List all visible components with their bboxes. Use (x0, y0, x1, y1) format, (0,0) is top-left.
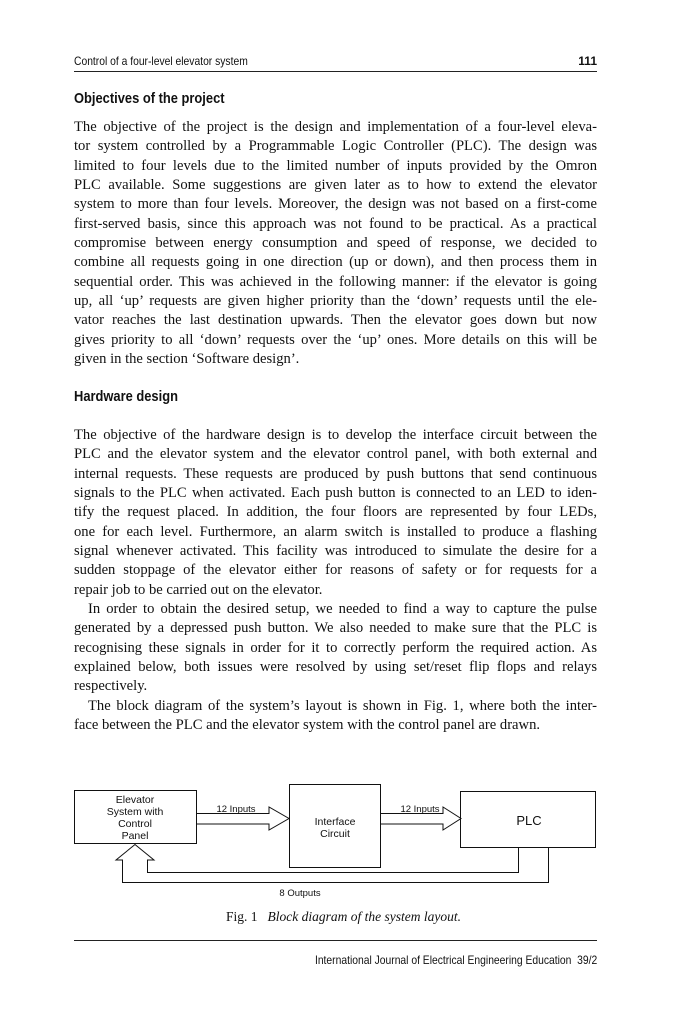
paragraph-line: internal requests. These requests are produced by push buttons that send continuous (74, 465, 597, 482)
elevator-block-label-1: Elevator (115, 794, 155, 806)
figure-number: Fig. 1 (226, 909, 258, 924)
block-diagram (0, 775, 687, 900)
paragraph-line: up, all ‘up’ requests are given higher priority than the ‘down’ requests until the ele- (74, 293, 597, 310)
paragraph-line: one for each level. Furthermore, an alarm switch is installed to produce a flashing (74, 523, 597, 540)
paragraph-line: system to more than four levels. Moreover, the design was not based on a first-come (74, 196, 597, 213)
arrow-label-interface-to-plc: 12 Inputs (400, 804, 440, 815)
paragraph-line: signal whenever activated. This facility was introduced to simulate the desire for a (74, 543, 597, 560)
journal-issue: 39/2 (576, 953, 597, 967)
arrow-label-elevator-to-interface: 12 Inputs (216, 804, 256, 815)
footer (315, 953, 597, 967)
paragraph-line: limited to four levels due to the limited number of inputs provided by the Omron (74, 157, 597, 174)
paragraph-line: PLC and the elevator system and the elevator control panel, with both external and (74, 446, 597, 463)
journal-name: International Journal of Electrical Engineering Education (314, 953, 572, 967)
paragraph-line: signals to the PLC when activated. Each push button is connected to an LED to iden- (74, 485, 597, 502)
paragraph-line: first-served basis, since this approach was not found to be practical. As a practical (74, 215, 597, 232)
running-title: Control of a four-level elevator system (74, 54, 248, 68)
figure-caption-text: Block diagram of the system layout. (267, 909, 461, 924)
paragraph-line: explained below, both issues were resolved by using set/reset flip flops and relays (74, 659, 597, 676)
paragraph-line: PLC available. Some suggestions are given later as to how to extend the elevator (74, 177, 597, 194)
paragraph-line: gives priority to all ‘down’ requests over the ‘up’ ones. More details on this will be (74, 331, 597, 348)
paragraph-line: The objective of the hardware design is to develop the interface circuit between the (74, 427, 597, 443)
paragraph-line: compromise between energy consumption and speed of response, we decided to (74, 235, 597, 252)
interface-block-label-1: Interface (314, 816, 356, 828)
paragraph-line: combine all requests going in one direction (up or down), and then process them in (74, 254, 597, 271)
paragraph-line: face between the PLC and the elevator system with the control panel are drawn. (74, 717, 541, 734)
plc-block-label: PLC (516, 813, 542, 828)
running-header (74, 54, 597, 68)
header-rule (74, 71, 597, 72)
paragraph-line: In order to obtain the desired setup, we needed to find a way to capture the pulse (88, 601, 597, 618)
paragraph-line: generated by a depressed push button. We also needed to make sure that the PLC is (74, 620, 597, 637)
paragraph-line: tify the request placed. In addition, the four floors are represented by four LEDs, (74, 504, 597, 521)
paragraph-line: repair job to be carried out on the elevator. (74, 581, 323, 598)
section-heading-objectives: Objectives of the project (74, 90, 225, 107)
paragraph-line: given in the section ‘Software design’. (74, 351, 300, 368)
arrow-plc-to-elevator (116, 845, 549, 883)
paragraph-line: tor system controlled by a Programmable Logic Controller (PLC). The design was (74, 138, 597, 155)
objectives-body (74, 118, 597, 369)
section-heading-hardware: Hardware design (74, 388, 178, 405)
figure-caption (0, 909, 687, 925)
paragraph-line: sequential order. This was achieved in the following manner: if the elevator is going (74, 273, 597, 290)
paragraph-line: recognising these signals in order for it to correctly perform the required action. As (74, 639, 597, 656)
footer-rule (74, 940, 597, 941)
paragraph-line: vator reaches the last destination upwards. Then the elevator goes down but now (74, 312, 597, 329)
paragraph-line: sudden stoppage of the elevator either for reasons of safety or for requests for a (74, 562, 597, 579)
elevator-block-label-2: System with (106, 806, 164, 818)
arrow-label-plc-to-elevator: 8 Outputs (279, 888, 321, 899)
paragraph-line: The block diagram of the system’s layout is shown in Fig. 1, where both the inter- (88, 697, 597, 714)
paragraph-line: The objective of the project is the design and implementation of a four-level eleva- (74, 119, 597, 135)
elevator-block-label-3: Control (118, 818, 152, 830)
elevator-block-label-4: Panel (121, 830, 149, 842)
interface-block-label-2: Circuit (320, 828, 350, 840)
page-number: 111 (578, 54, 597, 68)
hardware-body (74, 426, 597, 736)
paragraph-line: respectively. (74, 678, 148, 695)
